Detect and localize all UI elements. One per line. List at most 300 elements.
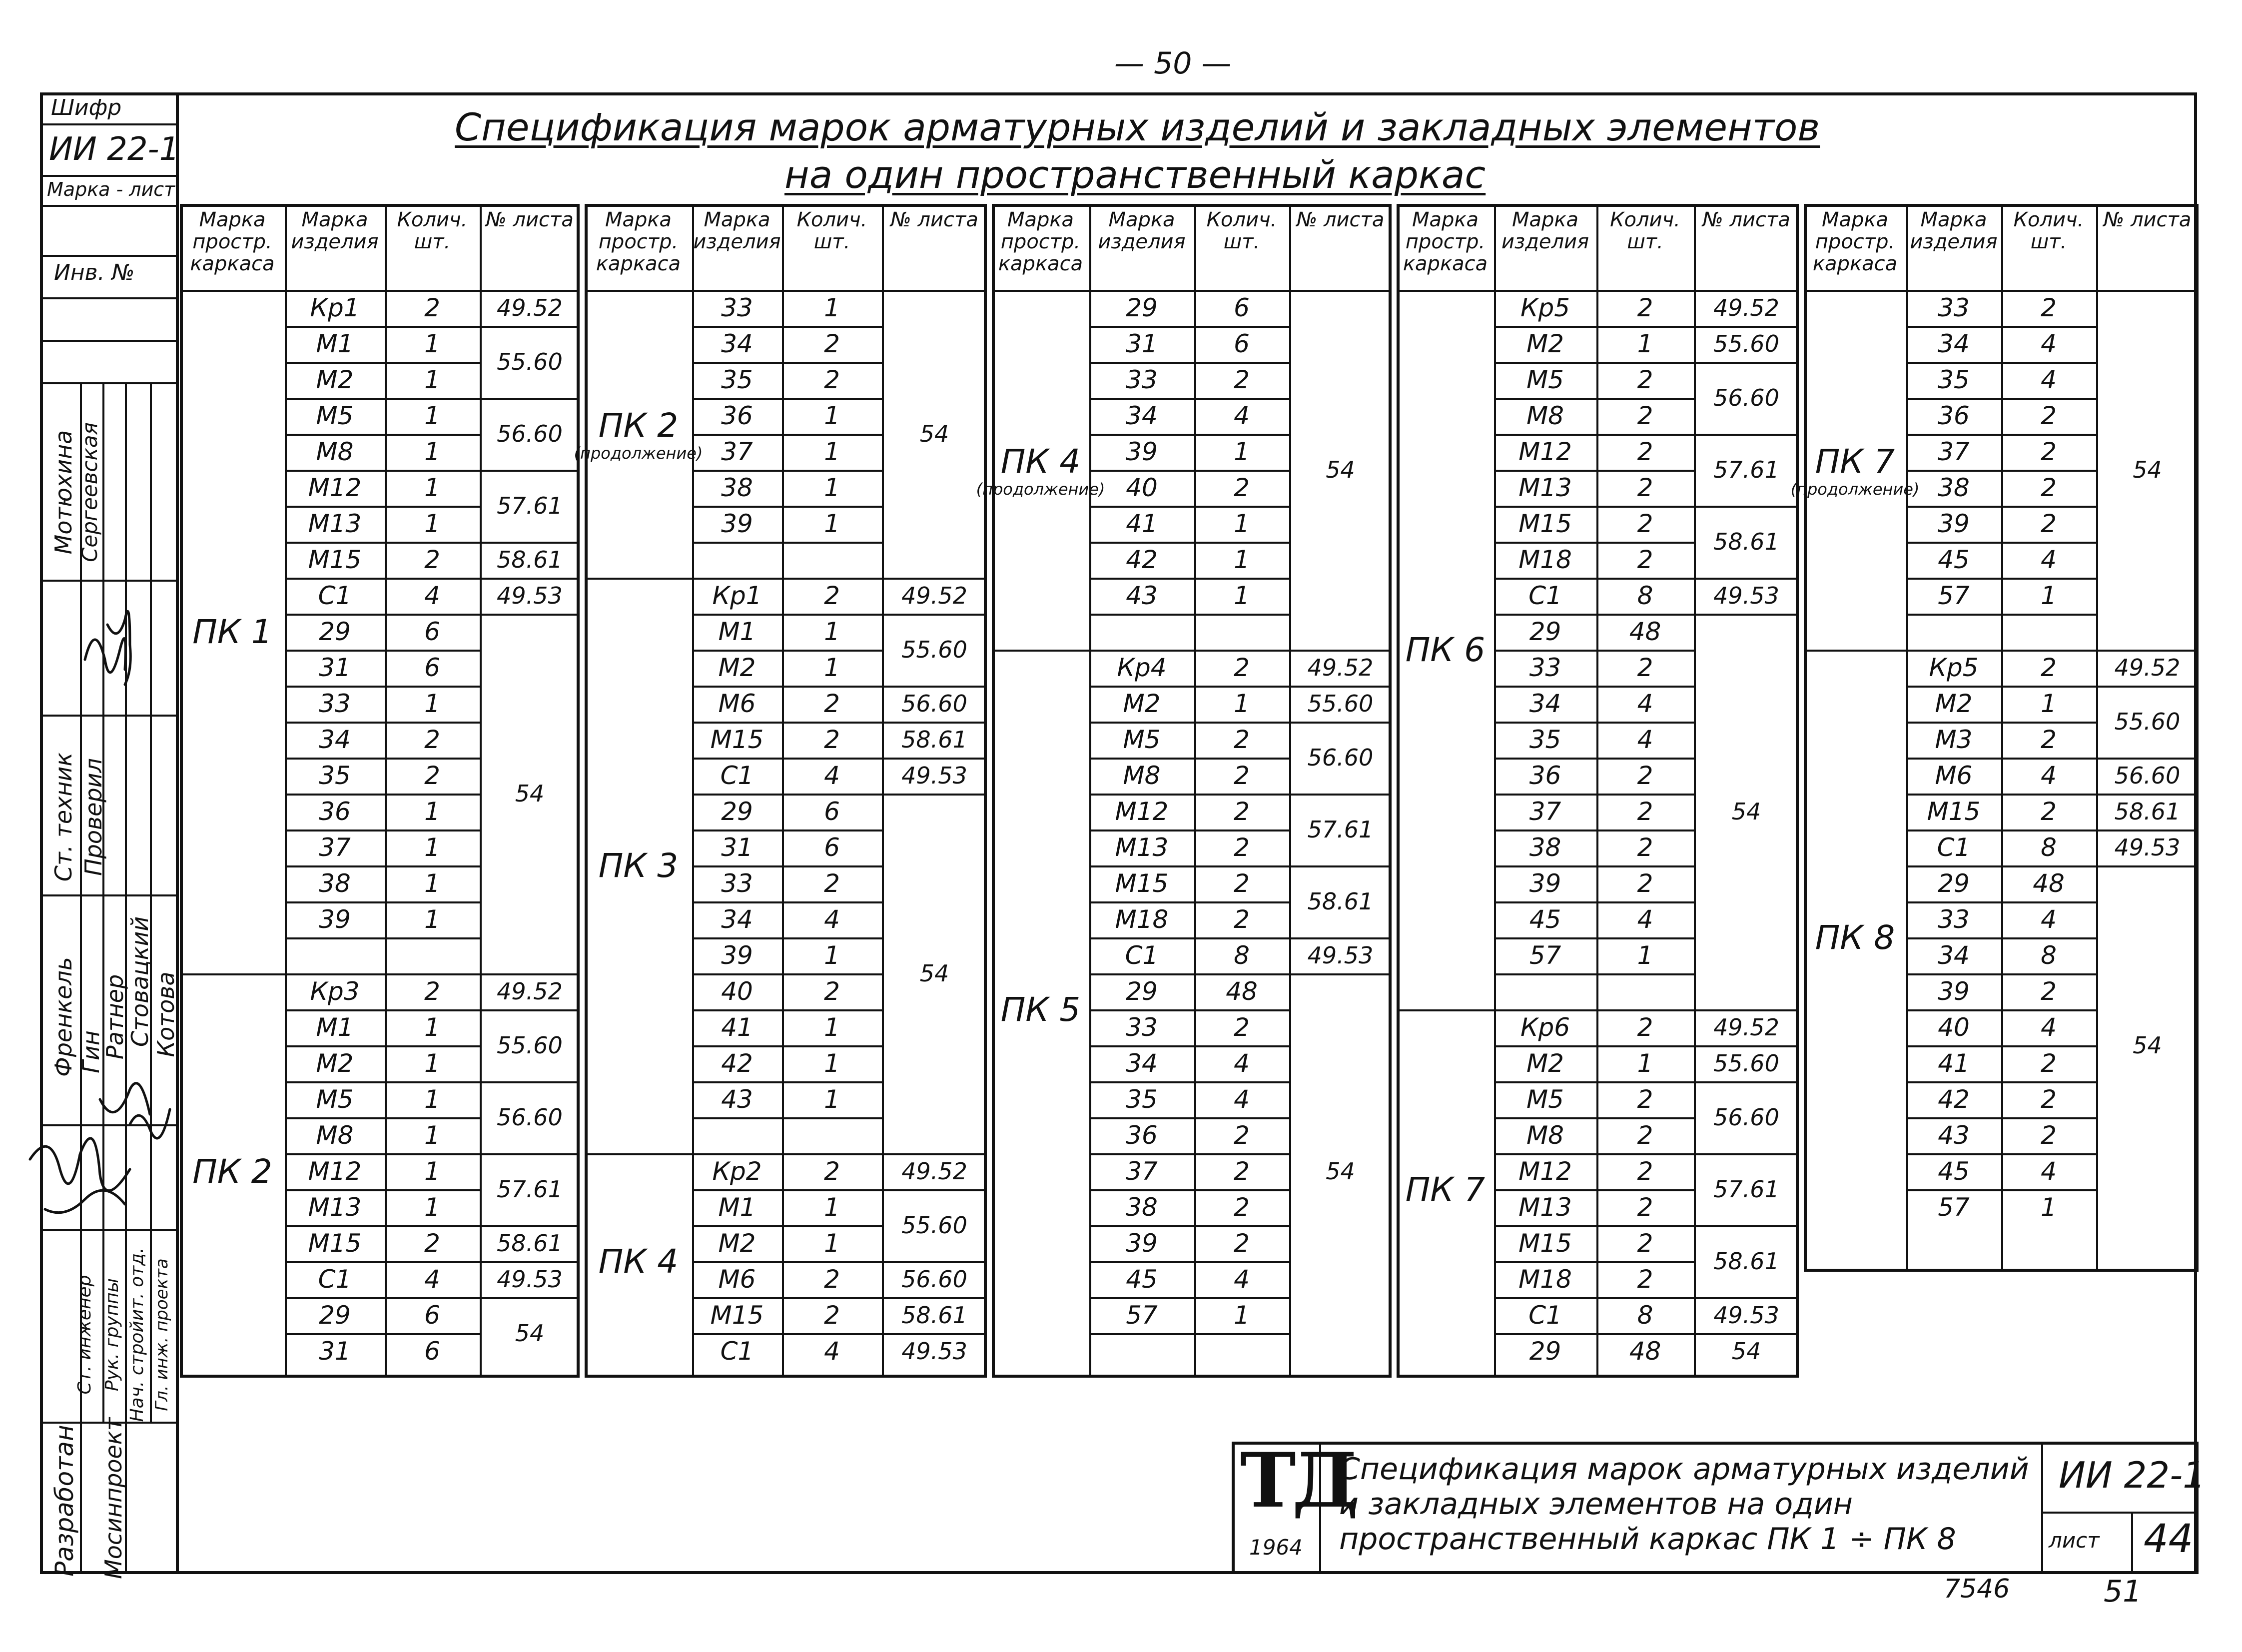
item-mark <box>285 937 385 973</box>
row-line <box>1694 1225 1799 1227</box>
row-line <box>692 362 882 364</box>
item-mark: Кр1 <box>310 293 360 322</box>
column-header: Марка изделия <box>1098 208 1186 253</box>
row-line <box>1494 1153 1694 1155</box>
item-mark: 36 <box>319 797 351 826</box>
row-line <box>285 794 480 796</box>
column-header: Марка простр. каркаса <box>998 208 1083 275</box>
title-block-sheet-label: лист <box>2049 1528 2100 1553</box>
row-line <box>1289 686 1392 688</box>
item-mark <box>1089 1333 1194 1369</box>
row-line <box>1089 506 1289 508</box>
row-line <box>882 1189 987 1191</box>
row-line <box>1906 578 2096 580</box>
title-block-desc-1: Спецификация марок арматурных изделий <box>1339 1452 2029 1487</box>
item-quantity: 2 <box>1637 437 1653 466</box>
item-mark: 33 <box>1126 1013 1158 1042</box>
item-quantity: 1 <box>824 401 840 430</box>
item-quantity: 2 <box>2041 293 2057 322</box>
item-quantity: 8 <box>1234 941 1250 970</box>
item-mark: М2 <box>1123 689 1161 718</box>
item-mark <box>1906 614 2001 650</box>
item-quantity: 2 <box>1637 653 1653 682</box>
sheet-number: 55.60 <box>1713 330 1779 357</box>
row-line <box>480 326 580 328</box>
row-line <box>882 1261 987 1263</box>
item-mark: 38 <box>1938 473 1970 502</box>
signature-role: Рук. группы <box>102 1278 122 1392</box>
item-mark: 35 <box>1529 725 1561 754</box>
row-line <box>1494 973 1694 975</box>
item-mark: 38 <box>1529 833 1561 862</box>
row-line <box>692 1009 882 1011</box>
inv-label: Инв. № <box>54 260 135 285</box>
stamp-divider <box>40 1229 179 1231</box>
sheet-number: 56.60 <box>901 1266 967 1293</box>
row-line <box>285 1009 480 1011</box>
row-line <box>1089 1153 1289 1155</box>
item-quantity: 2 <box>1234 1013 1250 1042</box>
item-mark: 37 <box>721 437 753 466</box>
row-line <box>1494 362 1694 364</box>
row-line <box>1494 1333 1694 1335</box>
item-quantity <box>385 937 480 973</box>
item-quantity: 2 <box>2041 725 2057 754</box>
item-quantity: 2 <box>1637 797 1653 826</box>
item-mark: М12 <box>1518 437 1572 466</box>
item-mark: М8 <box>1123 761 1161 790</box>
row-line <box>1906 1153 2096 1155</box>
item-mark: Кр2 <box>712 1157 762 1186</box>
item-mark: М6 <box>1935 761 1973 790</box>
sheet-number: 49.53 <box>1713 582 1779 609</box>
item-mark: М8 <box>1526 1121 1564 1150</box>
item-quantity: 2 <box>1637 833 1653 862</box>
item-quantity: 2 <box>2041 977 2057 1006</box>
item-quantity: 2 <box>1234 905 1250 934</box>
row-line <box>1906 794 2096 796</box>
sheet-number: 57.61 <box>1713 1176 1779 1203</box>
row-line <box>480 542 580 544</box>
row-line <box>1494 1261 1694 1263</box>
row-line <box>285 901 480 903</box>
item-mark: М8 <box>316 1121 354 1150</box>
sheet-number: 49.52 <box>1713 294 1779 321</box>
item-quantity: 6 <box>1234 293 1250 322</box>
item-mark: М15 <box>710 1301 764 1330</box>
item-quantity: 2 <box>824 977 840 1006</box>
item-quantity: 2 <box>2041 437 2057 466</box>
row-line <box>1494 829 1694 831</box>
row-line <box>285 542 480 544</box>
row-line <box>882 758 987 760</box>
item-mark: М15 <box>308 545 362 574</box>
row-line <box>1906 1189 2096 1191</box>
item-quantity: 1 <box>2041 1193 2057 1222</box>
item-quantity: 4 <box>2041 365 2057 394</box>
frame-mark-label: ПК 4 <box>598 1242 679 1281</box>
item-mark: 39 <box>1938 977 1970 1006</box>
item-quantity: 6 <box>424 617 440 646</box>
item-quantity: 1 <box>424 689 440 718</box>
item-quantity: 2 <box>424 977 440 1006</box>
row-line <box>480 1153 580 1155</box>
sheet-number: 54 <box>1731 798 1761 825</box>
column-header: Марка изделия <box>1501 208 1589 253</box>
item-mark: 39 <box>1126 1229 1158 1258</box>
developed-label: Разработан <box>50 1425 79 1577</box>
item-mark: 40 <box>1938 1013 1970 1042</box>
item-quantity: 1 <box>424 401 440 430</box>
item-quantity: 2 <box>2041 401 2057 430</box>
frame-mark-label: ПК 8 <box>1815 918 1895 957</box>
sheet-number: 54 <box>515 780 545 807</box>
item-mark: 45 <box>1529 905 1561 934</box>
item-quantity: 1 <box>1234 581 1250 610</box>
sheet-number: 55.60 <box>497 1032 563 1059</box>
row-line <box>1089 865 1289 867</box>
sheet-number: 55.60 <box>1713 1050 1779 1077</box>
row-line <box>1906 1117 2096 1119</box>
org-label: Мосинпроект <box>100 1417 127 1579</box>
frame-mark-label: ПК 4 <box>1000 442 1081 481</box>
item-mark: 38 <box>1126 1193 1158 1222</box>
row-line <box>1494 578 1694 580</box>
item-quantity: 2 <box>1637 1157 1653 1186</box>
inventory-number: 7546 <box>1944 1574 2010 1604</box>
column-header: № листа <box>1296 208 1385 231</box>
row-line <box>692 829 882 831</box>
row-line <box>1906 542 2096 544</box>
item-quantity: 2 <box>1234 725 1250 754</box>
item-quantity: 6 <box>424 653 440 682</box>
item-quantity: 6 <box>824 833 840 862</box>
frame-mark-continuation: (продолжение) <box>574 443 703 463</box>
row-line <box>1089 434 1289 436</box>
row-line <box>1494 470 1694 472</box>
sheet-number: 58.61 <box>497 546 563 573</box>
row-line <box>1694 1297 1799 1299</box>
td-year: 1964 <box>1249 1535 1303 1560</box>
item-mark: 39 <box>319 905 351 934</box>
sheet-number: 56.60 <box>1307 744 1374 771</box>
row-line <box>285 362 480 364</box>
item-quantity: 2 <box>1637 1193 1653 1222</box>
row-line <box>480 1009 580 1011</box>
cipher-label: Шифр <box>51 95 122 120</box>
title-block-desc-3: пространственный каркас ПК 1 ÷ ПК 8 <box>1339 1522 1956 1557</box>
item-mark: М15 <box>1518 1229 1572 1258</box>
row-line <box>1906 1045 2096 1047</box>
item-quantity: 1 <box>424 1157 440 1186</box>
cipher-value: ИИ 22-1 <box>49 131 180 168</box>
frame-mark <box>1804 650 1906 1225</box>
stamp-divider <box>40 297 179 299</box>
item-quantity: 2 <box>424 725 440 754</box>
item-quantity: 4 <box>1234 1085 1250 1114</box>
sheet-number: 58.61 <box>901 1302 967 1329</box>
row-line <box>1906 362 2096 364</box>
item-mark: М15 <box>1518 509 1572 538</box>
frame-mark <box>585 578 692 1153</box>
item-mark: М2 <box>1935 689 1973 718</box>
item-quantity: 2 <box>1637 293 1653 322</box>
item-quantity: 1 <box>1234 689 1250 718</box>
item-quantity: 2 <box>424 761 440 790</box>
row-line <box>1494 1045 1694 1047</box>
column-header: Марка изделия <box>693 208 781 253</box>
frame-mark <box>180 290 285 973</box>
row-line <box>1906 1009 2096 1011</box>
row-line <box>1089 758 1289 760</box>
row-line <box>1494 1117 1694 1119</box>
item-quantity: 2 <box>424 545 440 574</box>
row-line <box>882 722 987 724</box>
item-mark: 33 <box>1938 905 1970 934</box>
column-header: Марка изделия <box>1910 208 1998 253</box>
item-mark: 40 <box>1126 473 1158 502</box>
sheet-number: 49.52 <box>901 1158 967 1185</box>
row-line <box>1089 1045 1289 1047</box>
row-line <box>285 1153 480 1155</box>
frame-mark <box>585 1153 692 1369</box>
row-line <box>692 1189 882 1191</box>
sheet-number: 54 <box>2133 456 2162 483</box>
sheet-number: 56.60 <box>901 690 967 717</box>
column-header: № листа <box>1702 208 1790 231</box>
item-mark: М13 <box>1518 1193 1572 1222</box>
item-quantity: 2 <box>1234 797 1250 826</box>
item-mark: 39 <box>1126 437 1158 466</box>
row-line <box>1906 470 2096 472</box>
item-mark: М2 <box>718 1229 756 1258</box>
row-line <box>1494 865 1694 867</box>
item-mark: Кр5 <box>1520 293 1570 322</box>
row-line <box>285 434 480 436</box>
item-mark: М18 <box>1115 905 1169 934</box>
row-line <box>692 901 882 903</box>
row-line <box>1089 1081 1289 1083</box>
item-quantity: 2 <box>1637 509 1653 538</box>
row-line <box>1289 973 1392 975</box>
item-mark: 33 <box>1126 365 1158 394</box>
item-quantity: 4 <box>1637 689 1653 718</box>
row-line <box>285 398 480 400</box>
item-mark: 34 <box>319 725 351 754</box>
item-mark: Кр5 <box>1929 653 1979 682</box>
item-quantity: 1 <box>424 509 440 538</box>
row-line <box>1089 1189 1289 1191</box>
row-line <box>285 470 480 472</box>
item-quantity <box>782 1117 882 1153</box>
item-quantity: 2 <box>1637 365 1653 394</box>
item-mark: 37 <box>319 833 351 862</box>
item-quantity: 2 <box>824 329 840 358</box>
column-header: Колич. шт. <box>1206 208 1277 253</box>
row-line <box>1089 470 1289 472</box>
column-header: Колич. шт. <box>1610 208 1680 253</box>
column-header: Марка изделия <box>291 208 379 253</box>
item-quantity: 4 <box>2041 761 2057 790</box>
column-header: Марка простр. каркаса <box>1812 208 1898 275</box>
item-mark: 33 <box>1938 293 1970 322</box>
row-line <box>692 1045 882 1047</box>
row-line <box>285 506 480 508</box>
row-line <box>480 1225 580 1227</box>
frame-mark <box>992 650 1089 1369</box>
row-line <box>1089 578 1289 580</box>
item-mark: С1 <box>720 761 754 790</box>
row-line <box>1906 758 2096 760</box>
row-line <box>1089 1297 1289 1299</box>
column-header: Марка простр. каркаса <box>190 208 275 275</box>
row-line <box>692 434 882 436</box>
sheet-number: 55.60 <box>497 348 563 375</box>
frame-mark-label: ПК 5 <box>1000 990 1081 1029</box>
item-quantity: 2 <box>1637 401 1653 430</box>
item-quantity: 2 <box>824 725 840 754</box>
signature-name: Гин <box>77 1030 104 1073</box>
signature-role: Гл. инж. проекта <box>152 1258 172 1411</box>
item-quantity: 1 <box>824 617 840 646</box>
stamp-divider <box>40 382 179 384</box>
sheet-number: 49.52 <box>1713 1014 1779 1041</box>
item-mark: 29 <box>1938 869 1970 898</box>
sheet-number: 49.53 <box>901 1338 967 1365</box>
item-mark: 31 <box>319 1337 351 1366</box>
item-mark: 34 <box>1938 329 1970 358</box>
item-mark: М5 <box>1526 365 1564 394</box>
item-mark: 57 <box>1938 581 1970 610</box>
sheet-number: 56.60 <box>2114 762 2181 789</box>
column-header: Колич. шт. <box>796 208 867 253</box>
row-line <box>1089 398 1289 400</box>
item-mark: 35 <box>721 365 753 394</box>
item-mark: 31 <box>721 833 753 862</box>
item-quantity: 2 <box>1637 545 1653 574</box>
frame-mark <box>574 290 703 578</box>
item-quantity: 2 <box>1234 1121 1250 1150</box>
title-block-divider <box>2041 1442 2043 1574</box>
item-mark: М2 <box>316 1049 354 1078</box>
item-mark: 57 <box>1529 941 1561 970</box>
row-line <box>692 398 882 400</box>
item-mark: М18 <box>1518 545 1572 574</box>
item-quantity: 1 <box>1234 545 1250 574</box>
item-quantity: 2 <box>1234 1193 1250 1222</box>
column-header: № листа <box>2103 208 2192 231</box>
item-mark: 36 <box>721 401 753 430</box>
row-line <box>692 1117 882 1119</box>
row-line <box>1906 506 2096 508</box>
sheet-number: 49.52 <box>1307 654 1374 681</box>
item-quantity: 1 <box>424 1013 440 1042</box>
row-line <box>1494 758 1694 760</box>
row-line <box>480 614 580 616</box>
item-mark: М12 <box>308 1157 362 1186</box>
item-mark: М5 <box>1123 725 1161 754</box>
item-quantity: 1 <box>824 941 840 970</box>
item-quantity <box>1596 973 1694 1009</box>
row-line <box>692 758 882 760</box>
row-line <box>480 578 580 580</box>
signature-role: Нач. стройит. отд. <box>127 1247 147 1422</box>
item-quantity: 2 <box>1234 1229 1250 1258</box>
item-quantity: 4 <box>424 1265 440 1294</box>
item-mark: М13 <box>308 509 362 538</box>
row-line <box>1906 973 2096 975</box>
row-line <box>1289 937 1392 939</box>
item-mark: С1 <box>318 1265 352 1294</box>
item-mark: 31 <box>319 653 351 682</box>
item-mark: 39 <box>721 509 753 538</box>
item-mark: 57 <box>1938 1193 1970 1222</box>
item-mark: М15 <box>1927 797 1981 826</box>
item-quantity: 2 <box>1637 473 1653 502</box>
row-line <box>1694 1153 1799 1155</box>
row-line <box>882 614 987 616</box>
row-line <box>285 829 480 831</box>
item-quantity: 2 <box>1637 1121 1653 1150</box>
item-mark: 33 <box>1529 653 1561 682</box>
row-line <box>1494 722 1694 724</box>
item-mark: 34 <box>721 905 753 934</box>
item-mark: 40 <box>721 977 753 1006</box>
signature-role: Проверил <box>80 758 107 876</box>
sheet-number: 58.61 <box>497 1230 563 1257</box>
row-line <box>2096 829 2199 831</box>
row-line <box>692 1261 882 1263</box>
item-quantity: 48 <box>2033 869 2065 898</box>
row-line <box>692 1297 882 1299</box>
row-line <box>1906 686 2096 688</box>
item-quantity: 1 <box>824 1013 840 1042</box>
row-line <box>882 1297 987 1299</box>
item-mark: 42 <box>1126 545 1158 574</box>
item-mark: 34 <box>1938 941 1970 970</box>
item-mark: М2 <box>316 365 354 394</box>
signature-role: Ст. техник <box>50 752 77 882</box>
row-line <box>480 470 580 472</box>
item-mark: Кр3 <box>310 977 360 1006</box>
row-line <box>1089 794 1289 796</box>
stamp-divider <box>40 255 179 257</box>
sheet-number: 49.52 <box>901 582 967 609</box>
row-line <box>285 1117 480 1119</box>
item-quantity: 2 <box>1234 653 1250 682</box>
item-quantity: 8 <box>2041 833 2057 862</box>
item-mark: М1 <box>316 329 354 358</box>
sheet-number: 55.60 <box>901 636 967 663</box>
item-mark: 39 <box>1938 509 1970 538</box>
item-mark: 35 <box>319 761 351 790</box>
row-line <box>882 1333 987 1335</box>
row-line <box>285 1045 480 1047</box>
row-line <box>1289 794 1392 796</box>
row-line <box>1089 326 1289 328</box>
row-line <box>285 1261 480 1263</box>
row-line <box>480 398 580 400</box>
item-quantity: 1 <box>424 797 440 826</box>
item-quantity: 8 <box>2041 941 2057 970</box>
item-mark: М2 <box>718 653 756 682</box>
stamp-divider <box>40 205 179 207</box>
sheet-number: 56.60 <box>497 1104 563 1131</box>
item-quantity: 4 <box>824 1337 840 1366</box>
frame-mark-label: ПК 3 <box>598 846 679 885</box>
item-mark: 42 <box>721 1049 753 1078</box>
frame-mark-label: ПК 2 <box>192 1152 272 1191</box>
